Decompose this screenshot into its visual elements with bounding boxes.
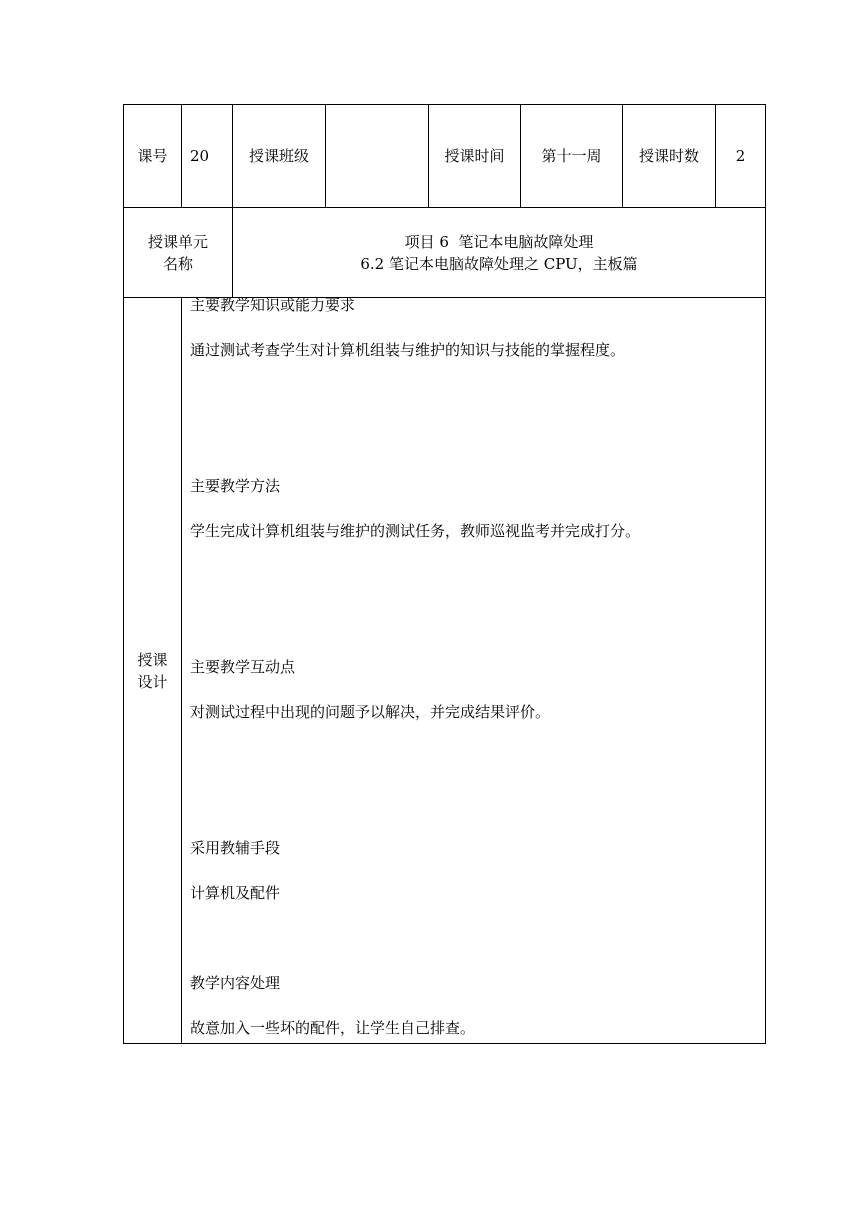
unit-title-line1: 项目 6 笔记本电脑故障处理	[404, 232, 594, 251]
section-heading: 教学内容处理	[190, 974, 281, 992]
section-heading: 主要教学互动点	[190, 658, 296, 676]
design-label-cell	[124, 298, 182, 1044]
section-heading: 采用教辅手段	[190, 839, 281, 857]
hours-value: 2	[716, 105, 766, 208]
class-value	[326, 105, 429, 208]
unit-title-cell	[233, 208, 766, 298]
section-heading: 主要教学方法	[190, 477, 281, 495]
design-row	[124, 298, 766, 1044]
section-content: 故意加入一些坏的配件，让学生自己排查。	[190, 1019, 476, 1037]
lesson-plan-table	[123, 104, 766, 1044]
section-content: 对测试过程中出现的问题予以解决，并完成结果评价。	[190, 703, 551, 721]
unit-label-cell	[124, 208, 233, 298]
unit-title-line2: 6.2 笔记本电脑故障处理之 CPU，主板篇	[360, 254, 638, 273]
section-content: 计算机及配件	[190, 884, 281, 902]
section-heading: 主要教学知识或能力要求	[190, 296, 356, 314]
time-value: 第十一周	[521, 105, 623, 208]
unit-label-line2: 名称	[162, 254, 193, 273]
time-label: 授课时间	[429, 105, 521, 208]
lesson-no-label: 课号	[124, 105, 182, 208]
lesson-no-value: 20	[182, 105, 233, 208]
design-content-cell	[182, 298, 766, 1044]
section-content: 通过测试考查学生对计算机组装与维护的知识与技能的掌握程度。	[190, 341, 626, 359]
unit-row	[124, 208, 766, 298]
hours-label: 授课时数	[623, 105, 716, 208]
header-row	[124, 105, 766, 208]
class-label: 授课班级	[233, 105, 326, 208]
section-content: 学生完成计算机组装与维护的测试任务，教师巡视监考并完成打分。	[190, 522, 641, 540]
unit-label-line1: 授课单元	[147, 232, 208, 251]
design-label-line2: 设计	[137, 672, 168, 691]
design-label-line1: 授课	[137, 650, 168, 669]
